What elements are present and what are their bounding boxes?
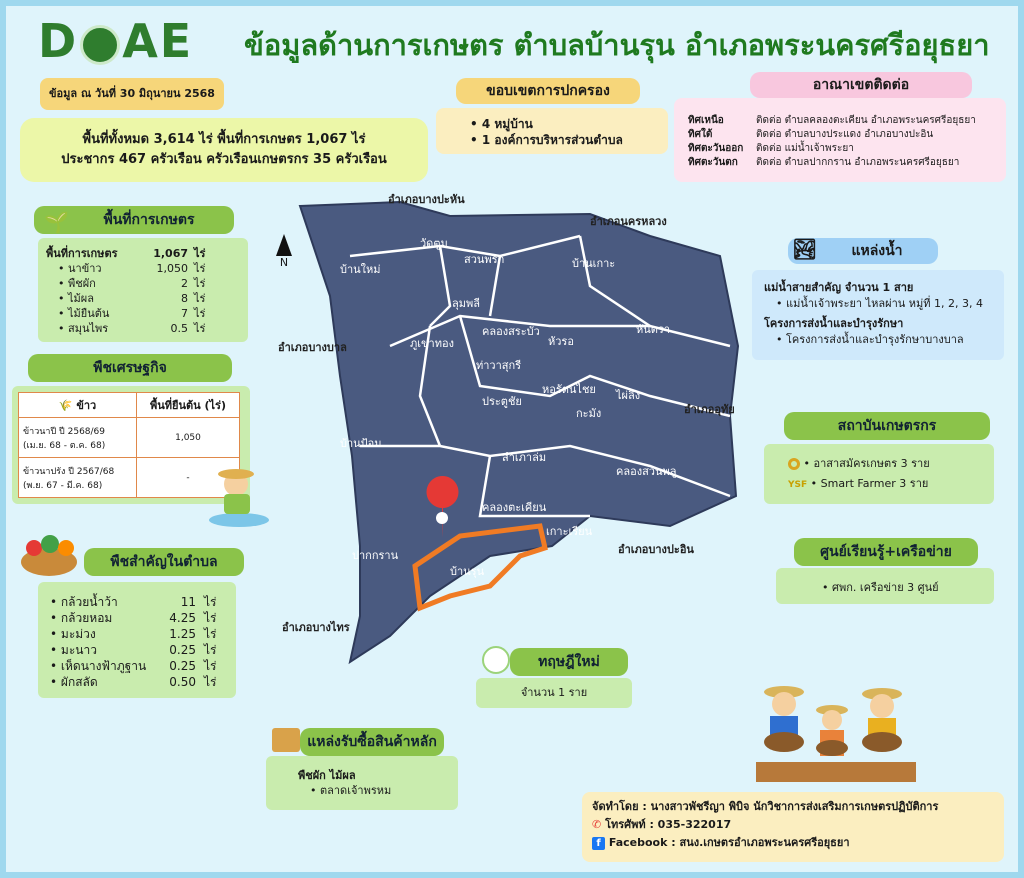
farmer-illustration bbox=[206, 462, 272, 528]
admin-item: • 4 หมู่บ้าน bbox=[470, 117, 533, 131]
map-label: หันตรา bbox=[636, 323, 670, 336]
crop-value: 0.50 bbox=[169, 675, 196, 689]
institution-item: • อาสาสมัครเกษตร 3 ราย bbox=[788, 454, 994, 474]
crop-value: 11 bbox=[180, 595, 196, 609]
farm-row-name: • ไม้ผล bbox=[58, 292, 94, 305]
newtheory-icon bbox=[482, 646, 510, 674]
map-label: บ้านป้อม bbox=[340, 437, 382, 450]
farm-row-name: • พืชผัก bbox=[58, 277, 96, 290]
map-label: คลองสวนพลู bbox=[616, 465, 677, 478]
farm-row-value: 2 bbox=[181, 277, 188, 290]
contact-box bbox=[582, 792, 1004, 862]
map-label: สวนพริก bbox=[464, 253, 505, 266]
admin-title: ขอบเขตการปกครอง bbox=[456, 78, 640, 104]
farm-total-label: พื้นที่การเกษตร bbox=[46, 247, 118, 260]
map-label: คลองตะเคียน bbox=[482, 501, 547, 514]
border-text: ติดต่อ ตำบลปากกราน อำเภอพระนครศรีอยุธยา bbox=[756, 157, 960, 168]
map-label: ประตูชัย bbox=[482, 395, 522, 408]
water-box bbox=[752, 270, 1004, 360]
farm-total-value: 1,067 bbox=[153, 247, 188, 260]
farm-row-name: • สมุนไพร bbox=[58, 322, 109, 335]
water-title: 🏞 แหล่งน้ำ bbox=[788, 238, 938, 264]
border-dir: ทิศตะวันตก bbox=[688, 157, 738, 168]
map-label: ไผ่ลิง bbox=[616, 389, 641, 402]
north-arrow-icon bbox=[276, 234, 292, 256]
crop-name: • ผักสลัด bbox=[50, 675, 98, 689]
doae-logo: D AE bbox=[38, 14, 194, 68]
farm-row-value: 7 bbox=[181, 307, 188, 320]
sprout-icon: 🌱 bbox=[44, 210, 69, 234]
seal-icon bbox=[80, 25, 120, 65]
map-label: กะมัง bbox=[576, 407, 602, 420]
admin-item: • 1 องค์การบริหารส่วนตำบล bbox=[470, 133, 623, 147]
outside-label: อำเภอบางปะอิน bbox=[618, 543, 694, 556]
date-badge: ข้อมูล ณ วันที่ 30 มิถุนายน 2568 bbox=[40, 78, 224, 110]
econ-col1: 🌾 ข้าว bbox=[19, 393, 137, 418]
border-text: ติดต่อ ตำบลคลองตะเคียน อำเภอพระนครศรีอยุธยา bbox=[756, 115, 976, 126]
farm-area-box: พื้นที่การเกษตร 1,067 ไร่ • นาข้าว 1,050 ไร่ • พืชผัก 2 ไร่ • ไม้ผล 8 ไร่ • ไม้ยืนต้น 7 ไร่ • สมุนไพร 0.5 ไร่ bbox=[38, 238, 248, 342]
water-icon: 🏞 bbox=[792, 237, 818, 261]
econ-row-name: ข้าวนาปี ปี 2568/69 (เม.ย. 68 - ต.ค. 68) bbox=[19, 418, 137, 458]
water-heading: โครงการส่งน้ำและบำรุงรักษา bbox=[764, 317, 904, 330]
outside-label: อำเภอบางไทร bbox=[282, 621, 350, 634]
map-label: บ้านเกาะ bbox=[572, 257, 616, 270]
map-label: บ้านใหม่ bbox=[340, 263, 381, 276]
veg-basket-icon bbox=[16, 528, 82, 578]
map-label: คลองสระบัว bbox=[482, 325, 540, 338]
outside-label: อำเภอบางบาล bbox=[278, 341, 347, 354]
farm-row-name: • ไม้ยืนต้น bbox=[58, 307, 110, 320]
institutions-box bbox=[764, 444, 994, 504]
econ-col2: พื้นที่ยืนต้น (ไร่) bbox=[137, 393, 240, 418]
phone-icon: ✆ bbox=[592, 818, 602, 831]
market-title: แหล่งรับซื้อสินค้าหลัก bbox=[300, 728, 444, 756]
market-box bbox=[266, 756, 458, 810]
learning-item: ศพก. เครือข่าย 3 ศูนย์ bbox=[832, 581, 939, 594]
contact-line[interactable]: f Facebook : สนง.เกษตรอำเภอพระนครศรีอยุธยา bbox=[592, 834, 994, 852]
newtheory-item: จำนวน 1 ราย bbox=[520, 686, 588, 699]
crop-value: 0.25 bbox=[169, 659, 196, 673]
outside-label: อำเภอบางปะหัน bbox=[388, 193, 465, 206]
map-label: หอรัตนไชย bbox=[542, 383, 596, 396]
border-dir: ทิศตะวันออก bbox=[688, 143, 744, 154]
map-label: หัวรอ bbox=[548, 335, 574, 348]
learning-title: ศูนย์เรียนรู้+เครือข่าย bbox=[794, 538, 978, 566]
page-title: ข้อมูลด้านการเกษตร ตำบลบ้านรุน อำเภอพระนครศรีอยุธยา bbox=[244, 28, 990, 62]
water-item: • แม่น้ำเจ้าพระยา ไหลผ่าน หมู่ที่ 1, 2, 3, 4 bbox=[776, 297, 983, 310]
econ-row-value: - bbox=[137, 458, 240, 498]
map-label: บ้านรุน bbox=[450, 565, 485, 578]
econ-row-value: 1,050 bbox=[137, 418, 240, 458]
crop-value: 4.25 bbox=[169, 611, 196, 625]
contact-line: ✆ โทรศัพท์ : 035-322017 bbox=[592, 818, 732, 831]
facebook-icon: f bbox=[592, 837, 605, 850]
border-text: ติดต่อ ตำบลบางประแดง อำเภอบางปะอิน bbox=[756, 129, 934, 140]
contact-line: จัดทำโดย : นางสาวพัชรีญา พิบิจ นักวิชาการส่งเสริมการเกษตรปฏิบัติการ bbox=[592, 800, 939, 813]
north-arrow: N bbox=[276, 234, 292, 269]
map-label: สำเภาล่ม bbox=[502, 451, 547, 464]
summary-box bbox=[20, 118, 428, 182]
crop-name: • กล้วยหอม bbox=[50, 611, 113, 625]
institution-item: YSF • Smart Farmer 3 ราย bbox=[788, 477, 929, 490]
farm-row-value: 8 bbox=[181, 292, 188, 305]
map-label: เกาะเรียน bbox=[546, 525, 593, 538]
summary-line-1: พื้นที่ทั้งหมด 3,614 ไร่ พื้นที่การเกษตร 1,067 ไร่ bbox=[82, 132, 366, 147]
key-crops-title: พืชสำคัญในตำบล bbox=[84, 548, 244, 576]
crop-name: • มะม่วง bbox=[50, 627, 96, 641]
map-label: ภูเขาทอง bbox=[410, 337, 454, 350]
map-label: ท่าวาสุกรี bbox=[476, 359, 522, 372]
border-text: ติดต่อ แม่น้ำเจ้าพระยา bbox=[756, 143, 854, 154]
crop-name: • เห็ดนางฟ้าภูฐาน bbox=[50, 659, 147, 673]
summary-line-2: ประชากร 467 ครัวเรือน ครัวเรือนเกษตรกร 35 ครัวเรือน bbox=[61, 152, 387, 167]
key-crops-box: • กล้วยน้ำว้า 11 ไร่ • กล้วยหอม 4.25 ไร่ • มะม่วง 1.25 ไร่ • มะนาว 0.25 ไร่ • เห็ดนางฟ้าภูฐาน 0.25 ไร่ • ผักสลัด 0.50 ไร่ bbox=[38, 582, 236, 698]
econ-title: พืชเศรษฐกิจ bbox=[28, 354, 232, 382]
crop-value: 0.25 bbox=[169, 643, 196, 657]
crop-name: • มะนาว bbox=[50, 643, 97, 657]
outside-label: อำเภออุทัย bbox=[684, 403, 735, 416]
institutions-title: สถาบันเกษตรกร bbox=[784, 412, 990, 440]
water-item: • โครงการส่งน้ำและบำรุงรักษาบางบาล bbox=[776, 333, 964, 346]
market-group: พืชผัก ไม้ผล bbox=[298, 769, 356, 782]
crop-name: • กล้วยน้ำว้า bbox=[50, 595, 118, 609]
farmers-illustration bbox=[756, 682, 916, 786]
rice-icon: 🌾 bbox=[58, 399, 73, 412]
market-item: • ตลาดเจ้าพรหม bbox=[310, 784, 392, 797]
ysf-icon: YSF bbox=[788, 480, 808, 490]
volunteer-icon bbox=[788, 458, 800, 470]
border-dir: ทิศใต้ bbox=[688, 129, 713, 140]
crop-value: 1.25 bbox=[169, 627, 196, 641]
newtheory-box bbox=[476, 678, 632, 708]
newtheory-title: ทฤษฎีใหม่ bbox=[510, 648, 628, 676]
map-label: ปากกราน bbox=[352, 549, 399, 562]
admin-box bbox=[436, 108, 668, 154]
district-map bbox=[290, 196, 740, 666]
borders-title: อาณาเขตติดต่อ bbox=[750, 72, 972, 98]
borders-box bbox=[674, 98, 1006, 182]
farm-row-value: 0.5 bbox=[170, 322, 188, 335]
water-heading: แม่น้ำสายสำคัญ จำนวน 1 สาย bbox=[764, 281, 914, 294]
econ-row-name: ข้าวนาปรัง ปี 2567/68 (พ.ย. 67 - มี.ค. 68) bbox=[19, 458, 137, 498]
farm-row-value: 1,050 bbox=[156, 262, 188, 275]
outside-label: อำเภอนครหลวง bbox=[590, 215, 667, 228]
market-crate-icon bbox=[272, 728, 300, 752]
border-dir: ทิศเหนือ bbox=[688, 115, 724, 126]
learning-box: • ศพก. เครือข่าย 3 ศูนย์ bbox=[776, 568, 994, 604]
map-label: วัดตูม bbox=[420, 237, 448, 250]
farm-area-title: 🌱 พื้นที่การเกษตร bbox=[34, 206, 234, 234]
farm-row-name: • นาข้าว bbox=[58, 262, 102, 275]
map-label: ลุมพลี bbox=[452, 297, 480, 310]
